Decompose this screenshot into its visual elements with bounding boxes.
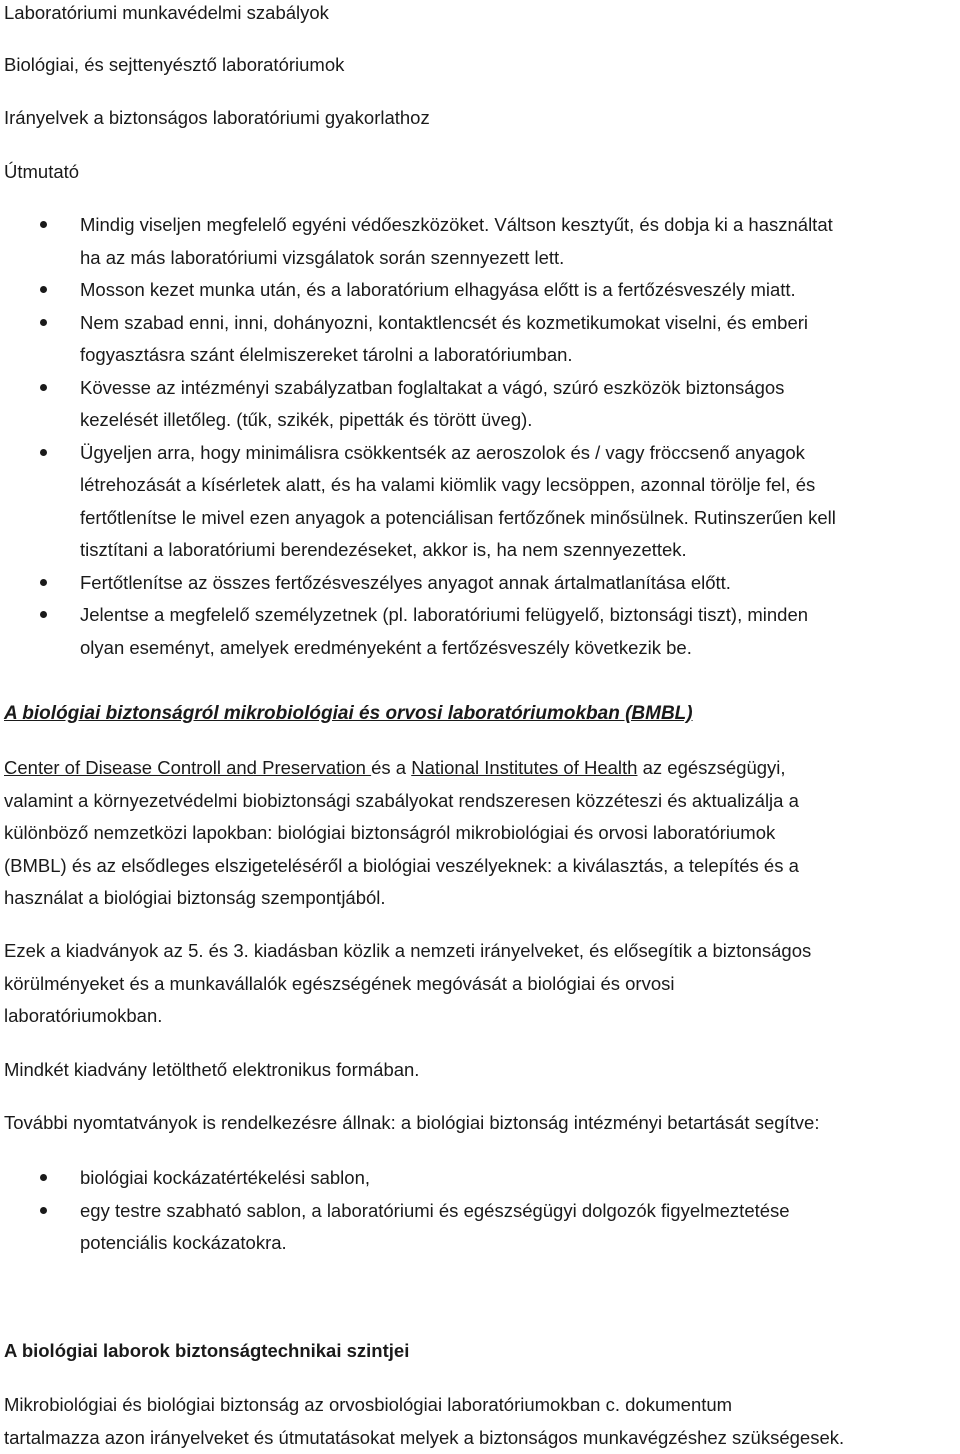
extra-forms-intro: További nyomtatványok is rendelkezésre állnak: a biológiai biztonság intézményi betartását segítve: (4, 1112, 820, 1133)
biosafety-levels-paragraph: Mikrobiológiai és biológiai biztonság az orvosbiológiai laboratóriumokban c. dokumentum tartalmazza azon irányelveket és útmutatásokat melyek a biztonságos munkavégzéshez szükségesek. (4, 1394, 845, 1448)
bullet-icon (40, 449, 47, 456)
nih-link[interactable]: National Institutes of Health (411, 757, 638, 778)
guidelines-list (0, 209, 960, 664)
bullet-icon (40, 384, 47, 391)
forms-list (0, 1162, 960, 1260)
bullet-icon (40, 1174, 47, 1181)
list-item: biológiai kockázatértékelési sablon, (0, 1162, 960, 1195)
cdc-link[interactable]: Center of Disease Controll and Preservation (4, 757, 372, 778)
download-note: Mindkét kiadvány letölthető elektronikus formában. (4, 1059, 420, 1080)
bullet-icon (40, 579, 47, 586)
bmbl-intro-first-line: Center of Disease Controll and Preservation és a National Institutes of Health az egészségügyi, (4, 757, 786, 778)
bullet-icon (40, 611, 47, 618)
doc-title: Laboratóriumi munkavédelmi szabályok (4, 2, 329, 23)
list-item: Mosson kezet munka után, és a laboratórium elhagyása előtt is a fertőzésveszély miatt. (0, 274, 960, 307)
list-item: Mindig viseljen megfelelő egyéni védőeszközöket. Váltson kesztyűt, és dobja ki a használtat ha az más laboratóriumi vizsgálatok során szennyezett lett. (0, 209, 960, 274)
bullet-icon (40, 221, 47, 228)
section-title-bmbl: A biológiai biztonságról mikrobiológiai és orvosi laboratóriumokban (BMBL) (4, 703, 693, 724)
doc-guidelines-heading: Irányelvek a biztonságos laboratóriumi gyakorlathoz (4, 107, 430, 128)
list-item: Jelentse a megfelelő személyzetnek (pl. laboratóriumi felügyelő, biztonsági tiszt), minden olyan eseményt, amelyek eredményeként a fertőzésveszély következik be. (0, 599, 960, 664)
publications-paragraph: Ezek a kiadványok az 5. és 3. kiadásban közlik a nemzeti irányelveket, és elősegítik a biztonságos körülményeket és a munkavállalók egészségének megóvását a biológiai és orvosi laboratóriumokban. (4, 940, 812, 1026)
list-item: egy testre szabható sablon, a laboratóriumi és egészségügyi dolgozók figyelmeztetése potenciális kockázatokra. (0, 1195, 960, 1260)
list-item: Kövesse az intézményi szabályzatban foglaltakat a vágó, szúró eszközök biztonságos kezelését illetőleg. (tűk, szikék, pipetták és törött üveg). (0, 372, 960, 437)
doc-subtitle: Biológiai, és sejttenyésztő laboratóriumok (4, 54, 345, 75)
bullet-icon (40, 319, 47, 326)
bullet-icon (40, 1207, 47, 1214)
doc-guide-label: Útmutató (4, 161, 80, 182)
section-title-biosafety-levels: A biológiai laborok biztonságtechnikai szintjei (4, 1340, 410, 1361)
list-item: Nem szabad enni, inni, dohányozni, kontaktlencsét és kozmetikumokat viselni, és emberi fogyasztásra szánt élelmiszereket tárolni a laboratóriumban. (0, 307, 960, 372)
bullet-icon (40, 286, 47, 293)
list-item: Ügyeljen arra, hogy minimálisra csökkentsék az aeroszolok és / vagy fröccsenő anyagok létrehozását a kísérletek alatt, és ha valami kiömlik vagy lecsöppen, azonnal törölje fel, és fertőtlenítse le mivel ezen anyagok a potenciálisan fertőzőnek minősülnek. Rutinszerűen kell tisztítani a laboratóriumi berendezéseket, akkor is, ha nem szennyezettek. (0, 437, 960, 567)
list-item: Fertőtlenítse az összes fertőzésveszélyes anyagot annak ártalmatlanítása előtt. (0, 567, 960, 600)
bmbl-intro-paragraph: Center of Disease Controll and Preservation és a National Institutes of Health az egészségügyi, valamint a környezetvédelmi biobiztonsági szabályokat rendszeresen közzéteszi és aktualizálja a különböző nemzetközi lapokban: biológiai biztonságról mikrobiológiai és orvosi laboratóriumok (BMBL) és az elsődleges elszigeteléséről a biológiai veszélyeknek: a kiválasztás, a telepítés és a használat a biológiai biztonság szempontjából. (4, 752, 799, 915)
